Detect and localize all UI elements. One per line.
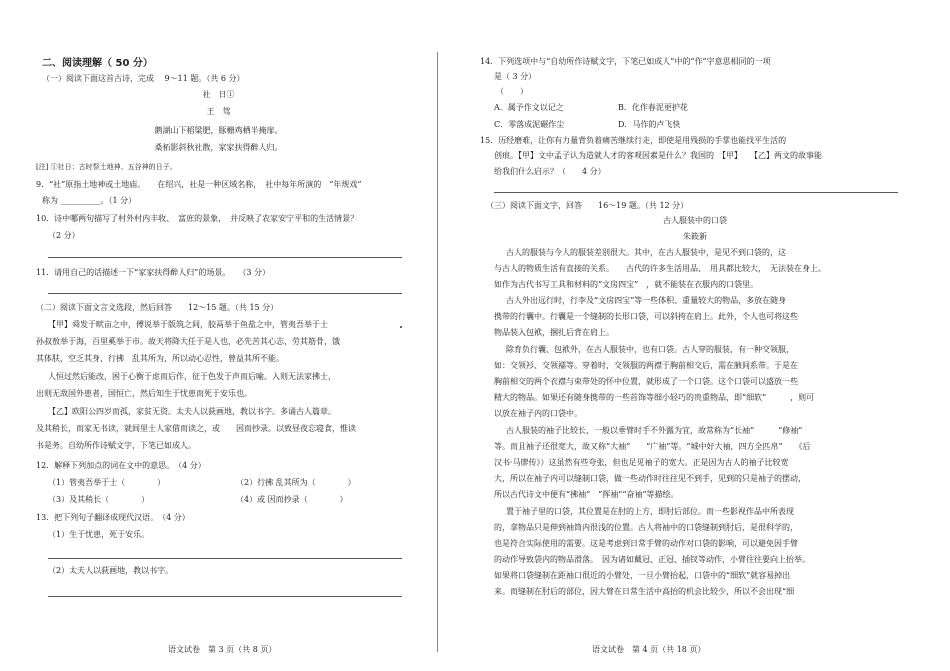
option-b: B．化作春泥更护花: [618, 103, 688, 112]
article-line: 如果将口袋缝制在距袖口很近的小臂处，一旦小臂抬起，口袋中的“细软”就容易掉出: [494, 571, 791, 580]
question-12-item: （3）及其稍长（ ）: [48, 495, 150, 504]
question-13: 13．把下列句子翻译成现代汉语。 （4 分）: [36, 513, 190, 522]
question-14: 14．下列选项中与“自幼所作诗赋文字，下笔已如成人”中的“作”字意思相同的一项: [480, 57, 771, 66]
article-line: 也是符合实际使用的需要。这是考虑到日常手臂的动作对口袋的影响，可以避免因手臂: [494, 539, 798, 548]
passage-line: 孙叔敖举于海，百里奚举于市。故天将降大任于是人也，必先苦其心志，劳其筋骨，饿: [36, 337, 340, 346]
article-title: 古人服装中的口袋: [663, 216, 727, 225]
passage-line: 【乙】欧阳公四岁而孤，家贫无资。太夫人以荻画地，教以书字。多诵古人篇章。: [48, 407, 336, 416]
article-line: 来。而缝制在肘后的部位，因大臂在日常生活中高抬的机会比较少，所以不会出现“细: [494, 587, 795, 596]
question-15: 15．历经磨难，让你有力量背负着痛苦继续行走，即使是用残损的手掌也能找平生活的: [480, 136, 787, 145]
passage-line: 出则无敌国外患者，国恒亡，然后知生于忧患而死于安乐也。: [36, 389, 252, 398]
question-14-score: 是（ 3 分）: [494, 72, 537, 81]
question-15-line: 给我们什么启示？（ 4 分）: [494, 167, 606, 176]
passage-line: 人恒过然后能改，困于心衡于虑而后作，征于色发于声而后喻。入则无法家拂士，: [48, 372, 336, 381]
page-footer: 语文试卷 第 3 页（共 8 页）: [168, 645, 277, 654]
question-group-header: （一）阅读下面这首古诗，完成 9～11 题。（共 6 分）: [42, 74, 245, 83]
article-line: 所以古代诗文中便有“拂袖” “挥袖”“奋袖”等描绘。: [494, 490, 679, 499]
question-9-blank: 称为 __________。（1 分）: [42, 196, 137, 205]
article-line: 置于袖子里的口袋，其位置是在肘的上方，即肘后部位。而一些影视作品中所表现: [506, 507, 794, 516]
article-line: 大，所以在袖子内可以缝制口袋，做一些动作时往往见不到手，见到的只是袖子的摆动，: [494, 474, 806, 483]
article-line: 以放在袖子内的口袋中。: [494, 409, 582, 418]
passage-line: 其体肤，空乏其身，行拂 乱其所为，所以动心忍性，曾益其所不能。: [36, 354, 284, 363]
answer-line: [48, 257, 402, 258]
answer-line: [494, 192, 898, 193]
article-line: 汉书·马廖传》）这虽然有些夸张，但也足见袖子的宽大。正是因为古人的袖子比较宽: [494, 458, 789, 467]
article-line: 胸前相交的两个衣襟与束带处的怀中位置，就形成了一个口袋。这个口袋可以盛放一些: [494, 377, 798, 386]
question-10: 10．诗中哪两句描写了村外村内丰收、 富庶的景象， 并反映了农家安宁平和的生活情景？: [36, 214, 359, 223]
passage-line: 书是务。自幼所作诗赋文字，下笔已如成人。: [36, 441, 196, 450]
article-line: 除育负行囊、包袱外，在古人服装中，也有口袋。古人穿的服装，有一种交领服，: [506, 345, 794, 354]
article-line: 古人服装的袖子比较长，一般以垂臂时手不外露为宜，故常称为“长袖” “修袖”: [506, 426, 803, 435]
question-13-item: （1）生于忧患，死于安乐。: [48, 530, 150, 539]
poem-line: 桑柘影斜秋社散，家家扶得醉人归。: [154, 143, 283, 152]
article-line: 的，拿物品只是伸到袖筒内很浅的位置。古人将袖中的口袋缝制到肘后，是很科学的，: [494, 523, 798, 532]
question-10-score: （2 分）: [48, 231, 80, 240]
question-12-item: （1）管夷吾举于士（ ）: [48, 478, 166, 487]
passage-line: 及其稍长，而家无书读，就闾里士人家借而读之，或 因而抄录。以致昼夜忘寝食，惟读: [36, 424, 356, 433]
passage-line: 【甲】舜发于畎亩之中，傅说举于版筑之间，胶鬲举于鱼盐之中，管夷吾举于士: [48, 320, 328, 329]
answer-line: [48, 293, 402, 294]
question-group-header: （二）阅读下面文言文选段，然后回答 12～15 题。（共 15 分）: [36, 303, 279, 312]
answer-line: [48, 596, 402, 597]
question-13-item: （2）太夫人以荻画地，教以书字。: [48, 566, 174, 575]
stray-mark: [400, 326, 402, 328]
question-9: 9．“社”原指土地神或土地庙。 在绍兴，社是一种区域名称， 社中每年所演的 “年规戏”: [36, 180, 362, 189]
question-11: 11．请用自己的话描述一下“家家扶得醉人归”的场景。 （3 分）: [36, 268, 270, 277]
article-line: 与古人的物质生活有直接的关系。 古代的许多生活用品、 用具都比较大， 无法装在身上。: [494, 264, 826, 273]
section-heading: 二、阅读理解（ 50 分）: [42, 58, 153, 69]
article-line: 的动作导致袋内的物品滑落。 因为诸如戴冠、正冠、插钗等动作，小臂往往要向上抬举。: [494, 555, 810, 564]
poem-author: 王 驾: [206, 107, 231, 116]
option-c: C．零落成泥碾作尘: [494, 120, 565, 129]
question-12: 12．解释下列加点的词在文中的意思。 （4 分）: [36, 461, 206, 470]
poem-title: 社 日①: [202, 90, 235, 99]
page-footer: 语文试卷 第 4 页（共 18 页）: [592, 645, 706, 654]
article-line: 物品装入包袱，捆扎后背在肩上。: [494, 328, 614, 337]
article-line: 古人外出远行时，行李及“文房四宝”等一些体积、重量较大的物品，多放在随身: [506, 296, 787, 305]
exam-page-3: [0, 0, 437, 671]
article-author: 朱筱新: [683, 232, 707, 241]
answer-line: [48, 558, 402, 559]
poem-note: [注] ①社日：古时祭土地神、五谷神的日子。: [36, 163, 177, 171]
option-a: A．属予作文以记之: [494, 103, 564, 112]
article-line: 精大的物品。如果还有随身携带的一些首饰等细小轻巧的贵重物品，即“细软” ，则可: [494, 393, 815, 402]
question-group-header: （三）阅读下面文字，回答 16～19 题。（共 12 分）: [486, 201, 689, 210]
option-d: D．马作的卢飞快: [618, 120, 681, 129]
question-12-item: （2）行拂 乱其所为（ ）: [236, 478, 356, 487]
answer-bracket: （ ）: [496, 87, 528, 96]
exam-page-4: [440, 0, 950, 671]
article-line: 如：交领衫、交领襦等。穿着时，交领服的两襟于胸前相交后，需在腋间系带。于是在: [494, 361, 798, 370]
poem-line: 鹅湖山下稻粱肥，豚栅鸡栖半掩扉。: [154, 126, 283, 135]
question-15-line: 创痕。【甲】文中孟子认为造就人才的客观因素是什么？我国的 【甲】 【乙】两文的故事能: [494, 151, 822, 160]
article-line: 等。而且袖子还很宽大，故又称“大袖” “广袖”等。“城中好大袖，四方全匹帛” 《后: [494, 442, 811, 451]
article-line: 如作为古代书写工具和材料的“文房四宝” ，就不能装在衣服内的口袋里。: [494, 280, 759, 289]
page-divider: [437, 52, 438, 652]
article-line: 携带的行囊中。行囊是一个缝制的长形口袋，可以斜挎在肩上。此外，个人也可将这些: [494, 312, 798, 321]
question-12-item: （4）或 因而抄录（ ）: [236, 495, 348, 504]
article-line: 古人的服装与今人的服装差别很大。其中，在古人服装中，是见不到口袋的，这: [506, 248, 786, 257]
